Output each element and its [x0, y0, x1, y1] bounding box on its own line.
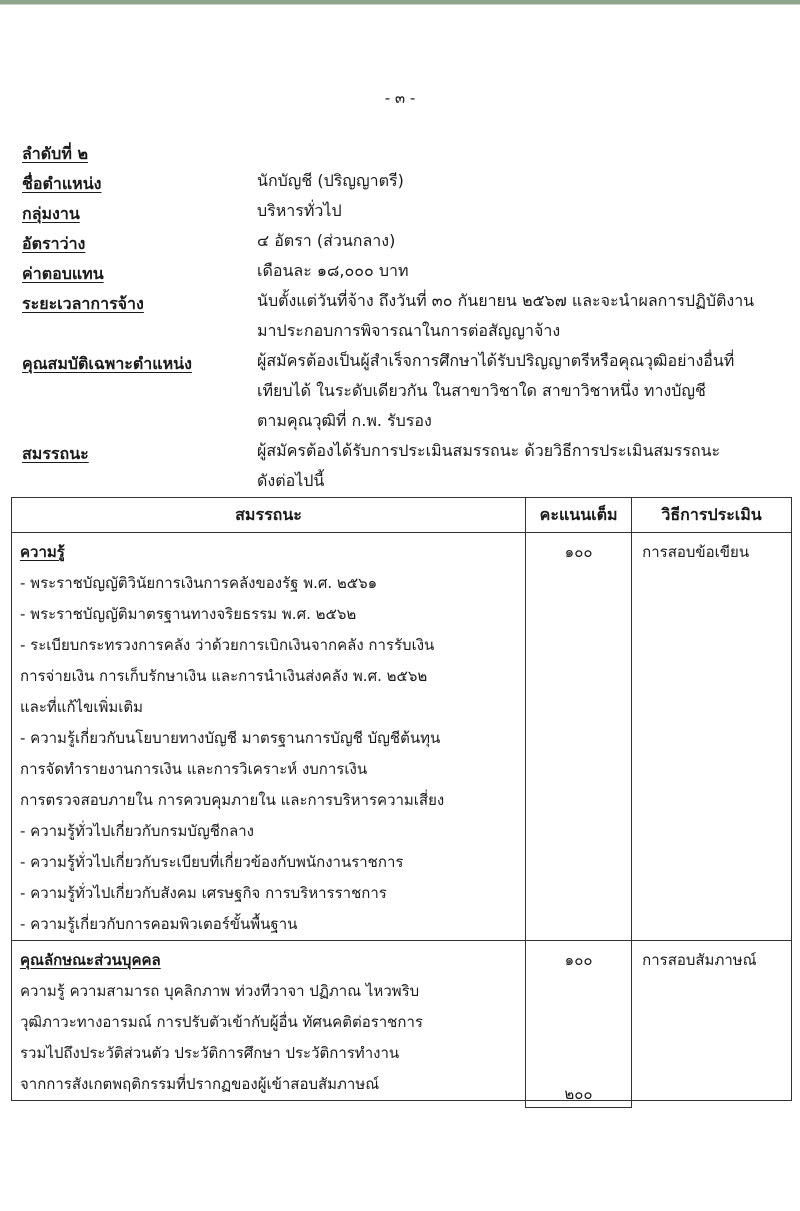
value-line: นับตั้งแต่วันที่จ้าง ถึงวันที่ ๓๐ กันยายน ๒๕๖๗ และจะนำผลการปฏิบัติงาน	[257, 291, 755, 310]
field-label-qualifications: คุณสมบัติเฉพาะตำแหน่ง	[22, 354, 192, 373]
field-label-competency: สมรรถนะ	[22, 444, 89, 463]
total-score: ๒๐๐	[525, 1081, 632, 1108]
list-item: - ความรู้ทั่วไปเกี่ยวกับสังคม เศรษฐกิจ การบริหารราชการ	[20, 884, 387, 902]
section-heading: ความรู้	[20, 543, 65, 561]
value-line: ผู้สมัครต้องได้รับการประเมินสมรรถนะ ด้วยวิธีการประเมินสมรรถนะ	[257, 441, 721, 460]
list-item: การตรวจสอบภายใน การควบคุมภายใน และการบริหารความเสี่ยง	[20, 791, 445, 809]
field-label-order: ลำดับที่ ๒	[22, 144, 88, 163]
list-item: การจ่ายเงิน การเก็บรักษาเงิน และการนำเงินส่งคลัง พ.ศ. ๒๕๖๒	[20, 667, 428, 685]
field-value-qualifications	[257, 346, 792, 436]
score-cell	[526, 941, 632, 1101]
header-competency: สมรรถนะ	[12, 498, 526, 533]
value-line: ผู้สมัครต้องเป็นผู้สำเร็จการศึกษาได้รับปริญญาตรีหรือคุณวุฒิอย่างอื่นที่	[257, 351, 735, 370]
list-item: - ระเบียบกระทรวงการคลัง ว่าด้วยการเบิกเงินจากคลัง การรับเงิน	[20, 636, 435, 654]
field-value-competency	[257, 436, 792, 496]
field-label-vacancy: อัตราว่าง	[22, 234, 86, 253]
list-item: และที่แก้ไขเพิ่มเติม	[20, 698, 144, 716]
list-item: - พระราชบัญญัติวินัยการเงินการคลังของรัฐ พ.ศ. ๒๕๖๑	[20, 574, 378, 592]
field-value-employment-period	[257, 286, 792, 346]
method-value: การสอบสัมภาษณ์	[642, 951, 757, 969]
field-value-vacancy	[257, 226, 792, 256]
score-value: ๑๐๐	[564, 543, 593, 561]
value-line: นักบัญชี (ปริญญาตรี)	[257, 171, 404, 190]
method-cell	[632, 533, 792, 941]
field-value-work-group	[257, 196, 792, 226]
value-line: มาประกอบการพิจารณาในการต่อสัญญาจ้าง	[257, 321, 561, 340]
list-item: - ความรู้ทั่วไปเกี่ยวกับกรมบัญชีกลาง	[20, 822, 254, 840]
value-line: บริหารทั่วไป	[257, 201, 342, 220]
list-item: จากการสังเกตพฤติกรรมที่ปรากฏของผู้เข้าสอบสัมภาษณ์	[20, 1075, 380, 1093]
field-label-employment-period: ระยะเวลาการจ้าง	[22, 294, 144, 313]
list-item: รวมไปถึงประวัติส่วนตัว ประวัติการศึกษา ประวัติการทำงาน	[20, 1044, 400, 1062]
top-border-line	[0, 4, 800, 5]
field-value-compensation	[257, 256, 792, 286]
page-number: - ๓ -	[384, 89, 416, 107]
list-item: วุฒิภาวะทางอารมณ์ การปรับตัวเข้ากับผู้อื่น ทัศนคติต่อราชการ	[20, 1013, 423, 1031]
field-label-work-group: กลุ่มงาน	[22, 204, 80, 223]
value-line: เดือนละ ๑๘,๐๐๐ บาท	[257, 261, 409, 280]
score-value: ๑๐๐	[564, 951, 593, 969]
competency-cell	[12, 941, 526, 1101]
list-item: การจัดทำรายงานการเงิน และการวิเคราะห์ งบการเงิน	[20, 760, 368, 778]
value-line: เทียบได้ ในระดับเดียวกัน ในสาขาวิชาใด สาขาวิชาหนึ่ง ทางบัญชี	[257, 381, 706, 400]
section-heading: คุณลักษณะส่วนบุคคล	[20, 951, 161, 969]
score-cell	[526, 533, 632, 941]
table-row	[12, 941, 792, 1101]
list-item: - ความรู้เกี่ยวกับการคอมพิวเตอร์ขั้นพื้นฐาน	[20, 915, 298, 933]
field-value-position	[257, 166, 792, 196]
value-line: ดังต่อไปนี้	[257, 471, 325, 490]
list-item: - ความรู้เกี่ยวกับนโยบายทางบัญชี มาตรฐานการบัญชี บัญชีต้นทุน	[20, 729, 441, 747]
competency-cell	[12, 533, 526, 941]
list-item: - ความรู้ทั่วไปเกี่ยวกับระเบียบที่เกี่ยวข้องกับพนักงานราชการ	[20, 853, 404, 871]
table-header-row	[12, 498, 792, 533]
competency-table	[11, 497, 792, 1101]
field-label-position: ชื่อตำแหน่ง	[22, 174, 102, 193]
value-line: ตามคุณวุฒิที่ ก.พ. รับรอง	[257, 411, 432, 430]
header-method: วิธีการประเมิน	[632, 498, 792, 533]
method-cell	[632, 941, 792, 1101]
list-item: - พระราชบัญญัติมาตรฐานทางจริยธรรม พ.ศ. ๒๕๖๒	[20, 605, 357, 623]
method-value: การสอบข้อเขียน	[642, 543, 750, 561]
table-row	[12, 533, 792, 941]
value-line: ๔ อัตรา (ส่วนกลาง)	[257, 231, 396, 250]
header-full-score: คะแนนเต็ม	[526, 498, 632, 533]
field-label-compensation: ค่าตอบแทน	[22, 264, 104, 283]
list-item: ความรู้ ความสามารถ บุคลิกภาพ ท่วงทีวาจา ปฏิภาณ ไหวพริบ	[20, 982, 420, 1000]
